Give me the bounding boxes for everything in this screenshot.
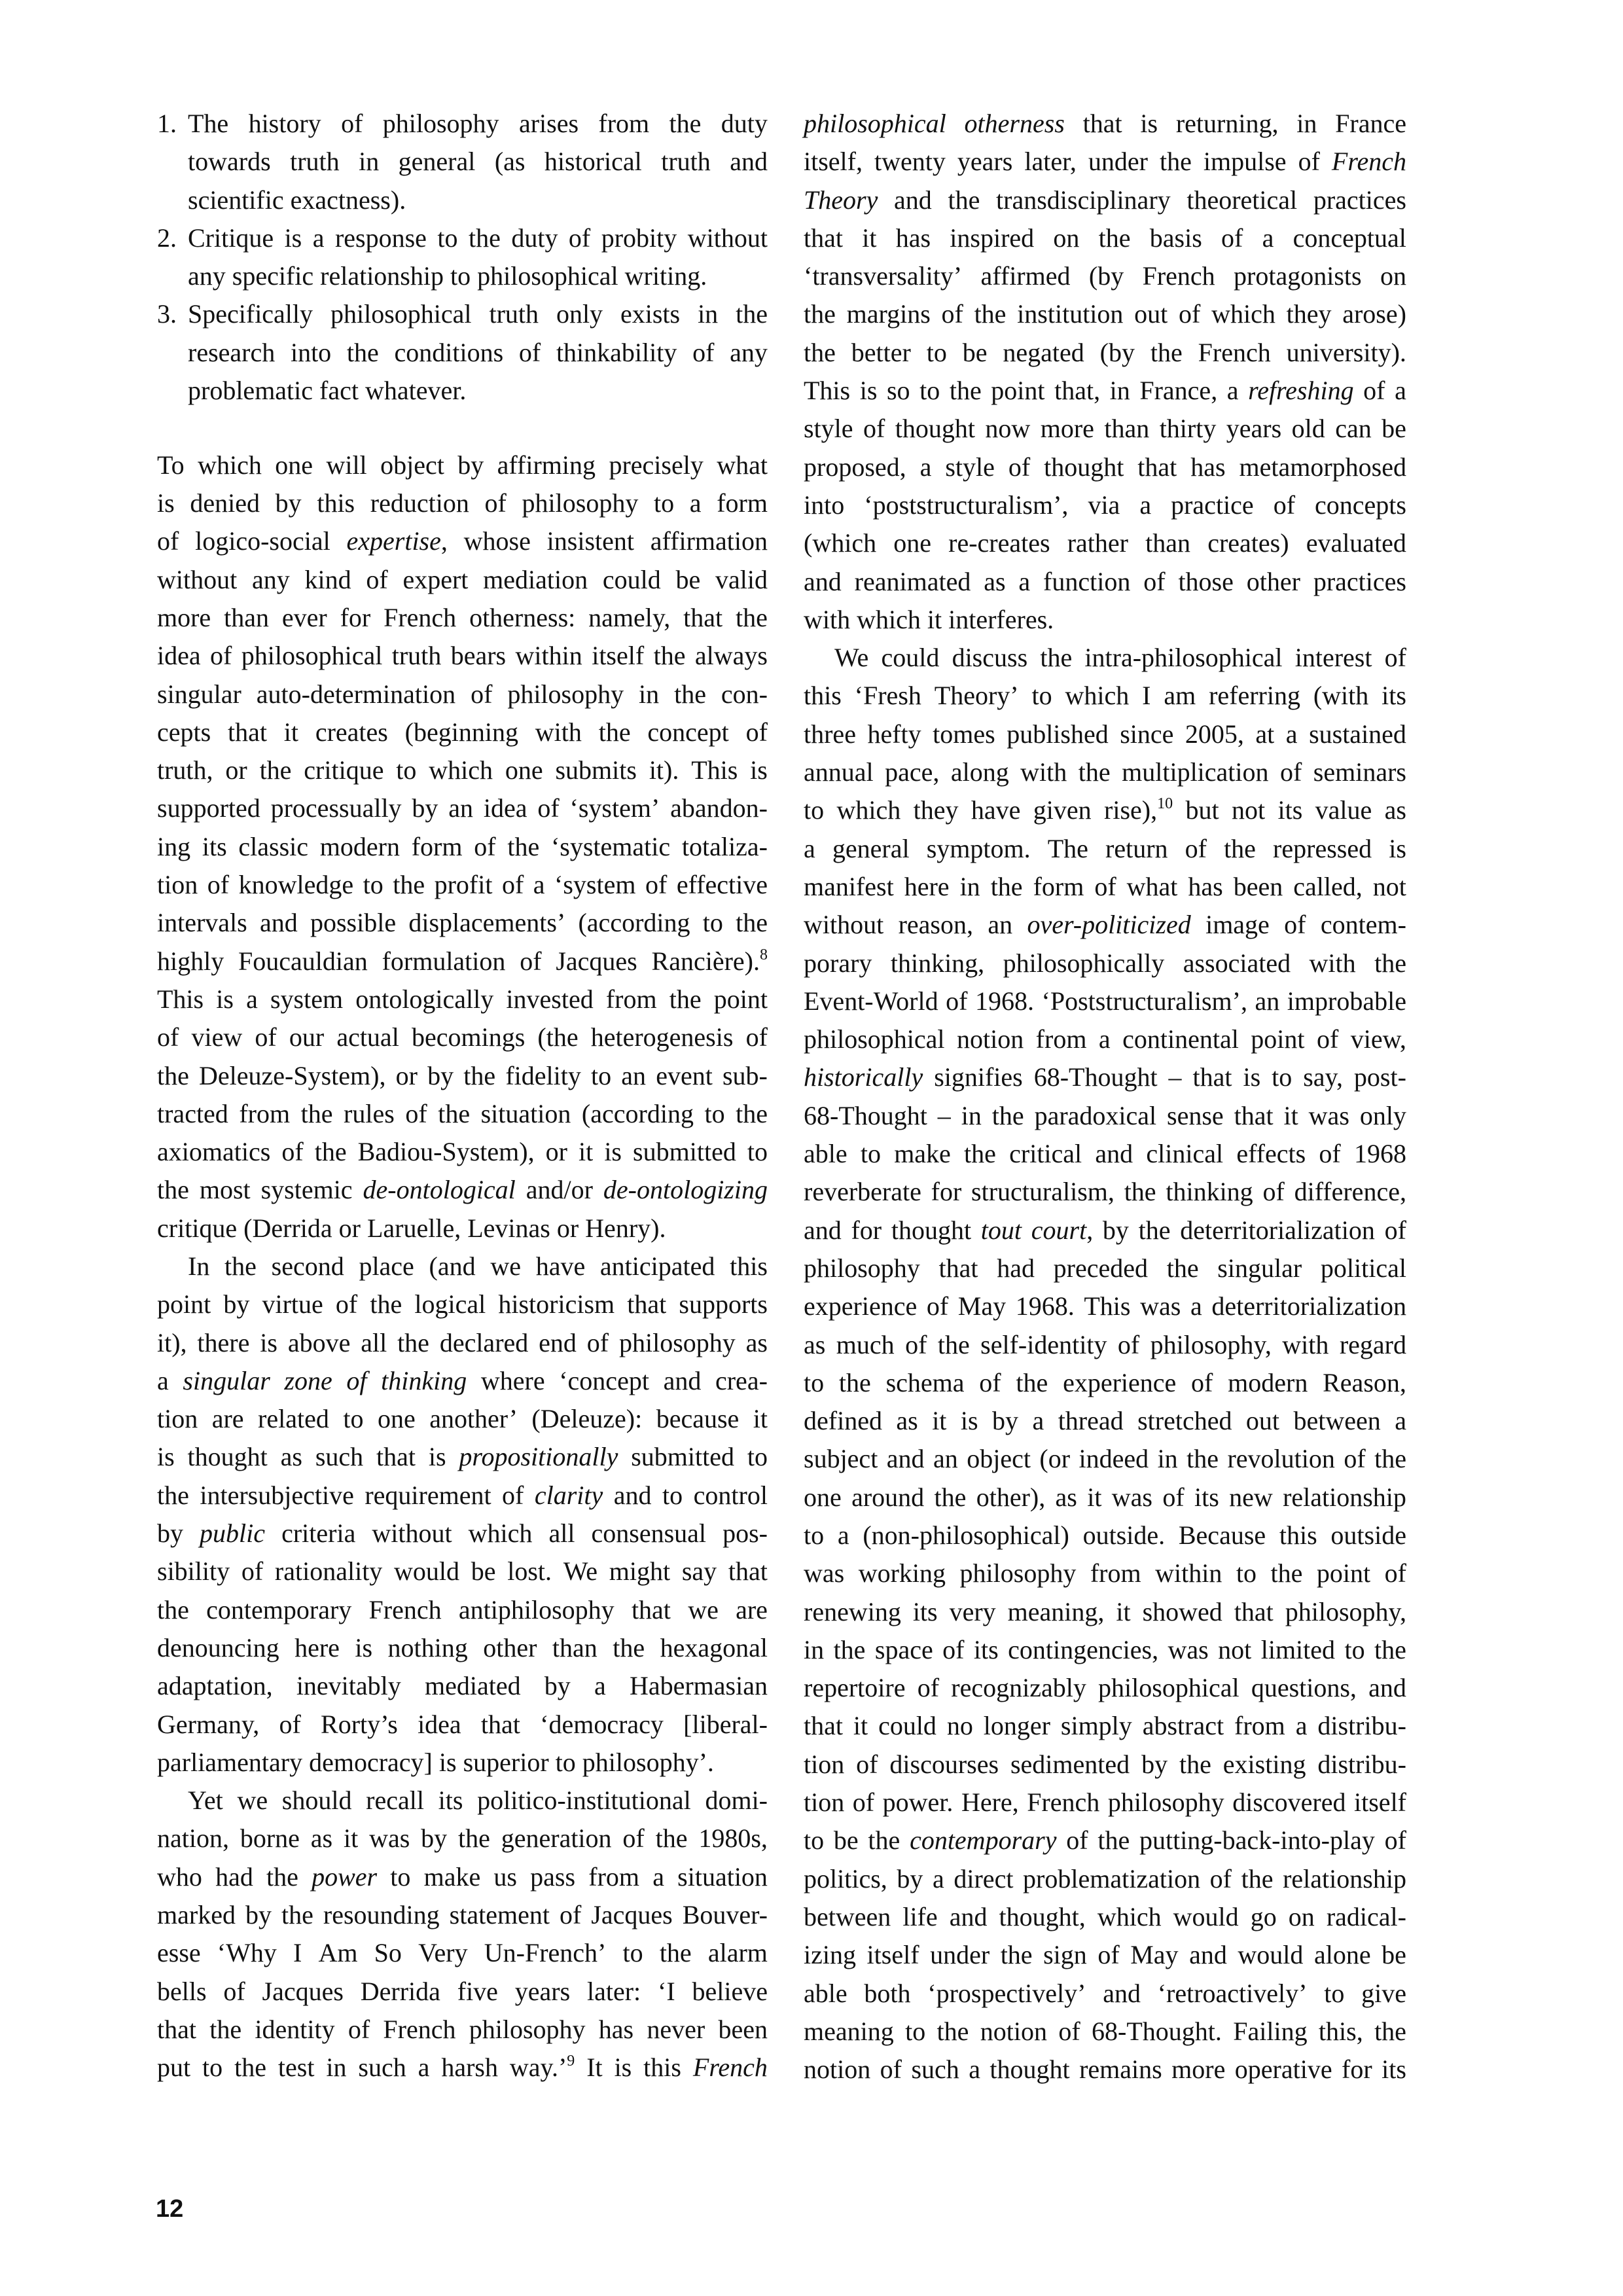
text-line: scientific exactness). bbox=[188, 185, 406, 215]
text-line: any specific relationship to philosophical writing. bbox=[188, 261, 707, 291]
paragraph bbox=[804, 105, 1406, 639]
text-line: of logico-social expertise, whose insistent affirmation bbox=[157, 526, 768, 556]
text-line: This is a system ontologically invested from the point bbox=[157, 984, 768, 1014]
text-line: izing itself under the sign of May and would alone be bbox=[804, 1940, 1406, 1970]
text-line: idea of philosophical truth bears within itself the always bbox=[157, 641, 768, 671]
text-line: three hefty tomes published since 2005, at a sustained bbox=[804, 719, 1406, 749]
list-number: 3. bbox=[157, 299, 177, 329]
text-line: philosophy that had preceded the singular political bbox=[804, 1253, 1406, 1283]
text-line: proposed, a style of thought that has metamorphosed bbox=[804, 452, 1406, 482]
paragraph bbox=[804, 639, 1406, 2089]
list-number: 2. bbox=[157, 223, 177, 253]
text-line: itself, twenty years later, under the impulse of French bbox=[804, 147, 1406, 177]
text-line: Theory and the transdisciplinary theoretical practices bbox=[804, 185, 1406, 215]
text-line: experience of May 1968. This was a deterritorialization bbox=[804, 1291, 1406, 1321]
text-line: research into the conditions of thinkability of any bbox=[188, 337, 768, 367]
paragraph bbox=[157, 1247, 768, 1782]
text-line: tracted from the rules of the situation (according to the bbox=[157, 1098, 768, 1128]
text-line: this ‘Fresh Theory’ to which I am referring (with its bbox=[804, 681, 1406, 711]
text-line: that it has inspired on the basis of a conceptual bbox=[804, 223, 1406, 253]
text-line: to the schema of the experience of modern Reason, bbox=[804, 1367, 1406, 1397]
text-line: annual pace, along with the multiplication of seminars bbox=[804, 757, 1406, 787]
page-number: 12 bbox=[156, 2195, 184, 2223]
text-line: This is so to the point that, in France, a refreshing of a bbox=[804, 376, 1406, 406]
text-line: historically signifies 68-Thought – that is to say, post- bbox=[804, 1062, 1406, 1092]
text-line: to which they have given rise),$^{10}$ but not its value as bbox=[804, 795, 1406, 825]
text-line: as much of the self-identity of philosophy, with regard bbox=[804, 1329, 1406, 1359]
list-number: 1. bbox=[157, 109, 177, 138]
text-line: more than ever for French otherness: namely, that the bbox=[157, 602, 768, 632]
text-line: In the second place (and we have anticipated this bbox=[188, 1251, 768, 1281]
right-column bbox=[804, 105, 1406, 2089]
text-line: and reanimated as a function of those other practices bbox=[804, 566, 1406, 596]
text-line: politics, by a direct problematization of the relationship bbox=[804, 1863, 1406, 1893]
text-line: Specifically philosophical truth only exists in the bbox=[188, 299, 768, 329]
text-line: without any kind of expert mediation could be valid bbox=[157, 564, 768, 594]
text-line: highly Foucauldian formulation of Jacques Rancière).$^8$ bbox=[157, 946, 768, 976]
text-line: (which one re-creates rather than creates) evaluated bbox=[804, 528, 1406, 558]
text-line: into ‘poststructuralism’, via a practice of concepts bbox=[804, 490, 1406, 520]
text-line: put to the test in such a harsh way.’$^9$ It is this French bbox=[157, 2053, 768, 2083]
numbered-list-item bbox=[157, 219, 768, 296]
text-line: The history of philosophy arises from the duty bbox=[188, 109, 768, 138]
text-line: adaptation, inevitably mediated by a Habermasian bbox=[157, 1671, 768, 1701]
text-line: able both ‘prospectively’ and ‘retroactively’ to give bbox=[804, 1978, 1406, 2008]
numbered-list-item bbox=[157, 295, 768, 410]
text-line: of view of our actual becomings (the heterogenesis of bbox=[157, 1022, 768, 1052]
text-line: that the identity of French philosophy has never been bbox=[157, 2014, 768, 2044]
text-line: the better to be negated (by the French university). bbox=[804, 337, 1406, 367]
text-line: tion are related to one another’ (Deleuze): because it bbox=[157, 1404, 768, 1434]
text-line: with which it interferes. bbox=[804, 604, 1054, 634]
text-line: To which one will object by affirming precisely what bbox=[157, 450, 768, 480]
paragraph bbox=[157, 446, 768, 1247]
text-line: repertoire of recognizably philosophical questions, and bbox=[804, 1673, 1406, 1703]
left-column bbox=[157, 105, 768, 2087]
text-line: is thought as such that is propositionally submitted to bbox=[157, 1442, 768, 1472]
text-line: towards truth in general (as historical truth and bbox=[188, 147, 768, 177]
text-line: tion of discourses sedimented by the existing distribu- bbox=[804, 1749, 1406, 1779]
text-line: the intersubjective requirement of clarity and to control bbox=[157, 1480, 768, 1510]
text-line: tion of power. Here, French philosophy discovered itself bbox=[804, 1787, 1406, 1818]
text-line: who had the power to make us pass from a situation bbox=[157, 1861, 768, 1892]
text-line: We could discuss the intra-philosophical interest of bbox=[834, 643, 1406, 673]
text-line: singular auto-determination of philosophy in the con- bbox=[157, 679, 768, 709]
text-line: able to make the critical and clinical effects of 1968 bbox=[804, 1139, 1406, 1169]
numbered-list-item bbox=[157, 105, 768, 219]
text-line: cepts that it creates (beginning with the concept of bbox=[157, 717, 768, 747]
text-line: truth, or the critique to which one submits it). This is bbox=[157, 755, 768, 785]
text-line: point by virtue of the logical historicism that supports bbox=[157, 1289, 768, 1319]
text-line: defined as it is by a thread stretched out between a bbox=[804, 1406, 1406, 1436]
text-line: reverberate for structuralism, the thinking of difference, bbox=[804, 1177, 1406, 1207]
text-line: notion of such a thought remains more operative for its bbox=[804, 2054, 1406, 2085]
text-line: problematic fact whatever. bbox=[188, 376, 467, 406]
text-line: supported processually by an idea of ‘system’ abandon- bbox=[157, 793, 768, 823]
text-line: a singular zone of thinking where ‘concept and crea- bbox=[157, 1365, 768, 1395]
text-line: Yet we should recall its politico-institutional domi- bbox=[188, 1785, 768, 1816]
text-line: denouncing here is nothing other than the hexagonal bbox=[157, 1632, 768, 1662]
text-line: to be the contemporary of the putting-back-into-play of bbox=[804, 1825, 1406, 1856]
text-line: manifest here in the form of what has been called, not bbox=[804, 871, 1406, 901]
text-line: meaning to the notion of 68-Thought. Failing this, the bbox=[804, 2016, 1406, 2046]
text-line: nation, borne as it was by the generation of the 1980s, bbox=[157, 1823, 768, 1854]
text-line: the margins of the institution out of which they arose) bbox=[804, 299, 1406, 329]
text-line: the most systemic de-ontological and/or de-ontologizing bbox=[157, 1175, 768, 1205]
text-line: that it could no longer simply abstract from a distribu- bbox=[804, 1711, 1406, 1741]
text-line: the Deleuze-System), or by the fidelity to an event sub- bbox=[157, 1060, 768, 1090]
text-line: to a (non-philosophical) outside. Because this outside bbox=[804, 1520, 1406, 1550]
text-line: one around the other), as it was of its new relationship bbox=[804, 1482, 1406, 1512]
text-line: is denied by this reduction of philosophy to a form bbox=[157, 488, 768, 518]
text-line: parliamentary democracy] is superior to philosophy’. bbox=[157, 1747, 714, 1777]
text-line: renewing its very meaning, it showed that philosophy, bbox=[804, 1596, 1406, 1626]
text-line: between life and thought, which would go on radical- bbox=[804, 1901, 1406, 1931]
text-line: critique (Derrida or Laruelle, Levinas or Henry). bbox=[157, 1213, 666, 1243]
text-line: philosophical otherness that is returning, in France bbox=[804, 109, 1406, 138]
text-line: style of thought now more than thirty years old can be bbox=[804, 414, 1406, 444]
text-line: the contemporary French antiphilosophy that we are bbox=[157, 1594, 768, 1624]
text-line: it), there is above all the declared end of philosophy as bbox=[157, 1327, 768, 1357]
text-line: without reason, an over-politicized image of contem- bbox=[804, 910, 1406, 940]
text-line: porary thinking, philosophically associated with the bbox=[804, 948, 1406, 978]
text-line: by public criteria without which all consensual pos- bbox=[157, 1518, 768, 1549]
text-line: sibility of rationality would be lost. We might say that bbox=[157, 1556, 768, 1587]
text-line: philosophical notion from a continental point of view, bbox=[804, 1024, 1406, 1054]
text-line: ing its classic modern form of the ‘systematic totaliza- bbox=[157, 831, 768, 861]
text-line: tion of knowledge to the profit of a ‘system of effective bbox=[157, 870, 768, 900]
text-line: Germany, of Rorty’s idea that ‘democracy [liberal- bbox=[157, 1709, 768, 1739]
section-gap bbox=[157, 410, 768, 446]
text-line: a general symptom. The return of the repressed is bbox=[804, 833, 1406, 863]
text-line: axiomatics of the Badiou-System), or it is submitted to bbox=[157, 1137, 768, 1167]
text-line: 68-Thought – in the paradoxical sense that it was only bbox=[804, 1100, 1406, 1130]
text-line: was working philosophy from within to the point of bbox=[804, 1558, 1406, 1588]
text-line: Event-World of 1968. ‘Poststructuralism’, an improbable bbox=[804, 986, 1406, 1016]
text-line: and for thought tout court, by the deterritorialization of bbox=[804, 1215, 1406, 1245]
paragraph bbox=[157, 1782, 768, 2087]
text-line: ‘transversality’ affirmed (by French protagonists on bbox=[804, 261, 1406, 291]
text-line: subject and an object (or indeed in the revolution of the bbox=[804, 1444, 1406, 1474]
text-line: intervals and possible displacements’ (according to the bbox=[157, 908, 768, 938]
text-line: bells of Jacques Derrida five years later: ‘I believe bbox=[157, 1976, 768, 2006]
text-line: in the space of its contingencies, was not limited to the bbox=[804, 1634, 1406, 1664]
text-line: esse ‘Why I Am So Very Un-French’ to the alarm bbox=[157, 1938, 768, 1968]
text-line: Critique is a response to the duty of probity without bbox=[188, 223, 768, 253]
text-line: marked by the resounding statement of Jacques Bouver- bbox=[157, 1900, 768, 1930]
